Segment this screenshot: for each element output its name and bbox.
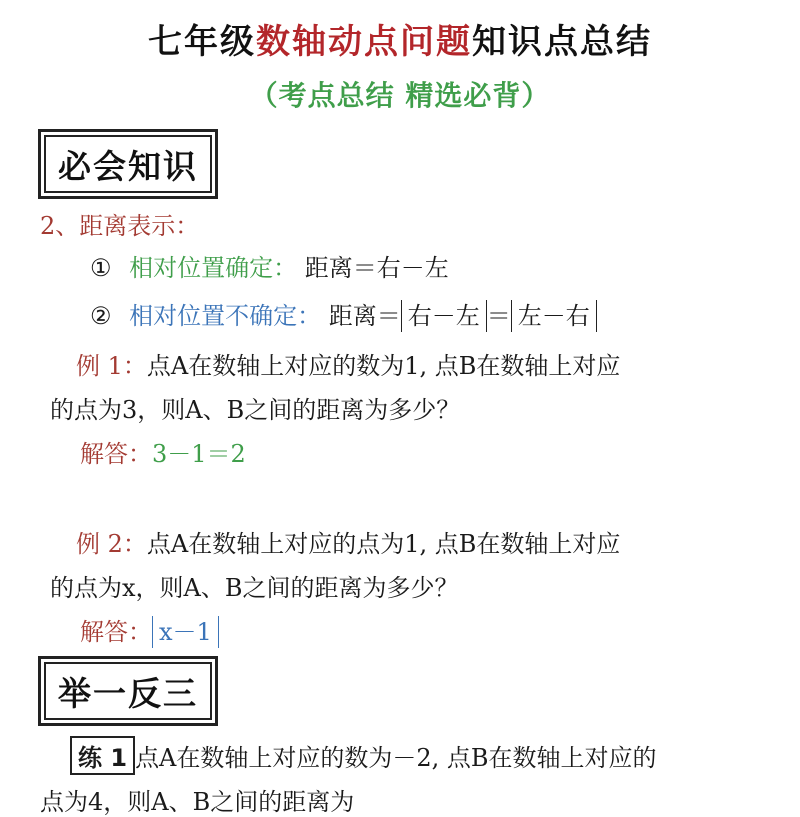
case-2-label: 相对位置不确定： (129, 302, 322, 330)
example-2-label: 例 2： (76, 530, 147, 558)
example-2-text-1: 点A在数轴上对应的点为1, 点B在数轴上对应 (146, 530, 621, 558)
example-2-answer (80, 612, 219, 648)
page-subtitle: （考点总结 精选必背） (249, 79, 551, 112)
example-2-line-1 (76, 524, 620, 559)
example-1-line-1 (76, 346, 620, 381)
example-2-answer-label: 解答： (80, 618, 152, 646)
section-header-practice (38, 656, 218, 726)
case-2-eq: ＝ (486, 302, 511, 330)
example-1-text-1: 点A在数轴上对应的数为1, 点B在数轴上对应 (146, 352, 621, 380)
section-header-knowledge (38, 129, 218, 199)
case-1-label: 相对位置确定： (129, 254, 298, 282)
case-2-number: ② (90, 302, 112, 330)
example-1-label: 例 1： (76, 352, 147, 380)
distance-heading: 2、距离表示： (40, 212, 200, 240)
practice-1-label: 练 1 (70, 736, 135, 775)
case-1-formula: 右－左 (376, 254, 449, 282)
case-2-abs-a: 右－左 (401, 300, 487, 332)
example-1-answer-label: 解答： (80, 440, 152, 468)
case-2-abs-b: 左－右 (511, 300, 597, 332)
distance-case-2 (90, 296, 597, 332)
case-1-formula-prefix: 距离＝ (304, 254, 377, 282)
example-1-line-2: 的点为3，则A、B之间的距离为多少？ (50, 396, 461, 424)
example-2-answer-value: x－1 (152, 616, 219, 648)
case-2-formula-prefix: 距离＝ (328, 302, 401, 330)
example-2-line-2: 的点为x，则A、B之间的距离为多少？ (50, 574, 459, 602)
page-title (0, 14, 800, 63)
title-part-1: 七年级 (148, 22, 256, 62)
case-1-number: ① (90, 254, 112, 282)
title-part-2: 数轴动点问题 (256, 22, 472, 62)
example-1-answer-value: 3－1＝2 (152, 440, 246, 468)
practice-1-line-1 (70, 736, 657, 775)
section-header-label: 举一反三 (44, 662, 212, 720)
example-1-answer (80, 434, 246, 469)
title-part-3: 知识点总结 (472, 22, 652, 62)
distance-case-1 (90, 248, 449, 283)
practice-1-text-1: 点A在数轴上对应的数为－2, 点B在数轴上对应的 (135, 744, 657, 772)
section-header-label: 必会知识 (44, 135, 212, 193)
practice-1-line-2: 点为4，则A、B之间的距离为 (40, 788, 355, 816)
